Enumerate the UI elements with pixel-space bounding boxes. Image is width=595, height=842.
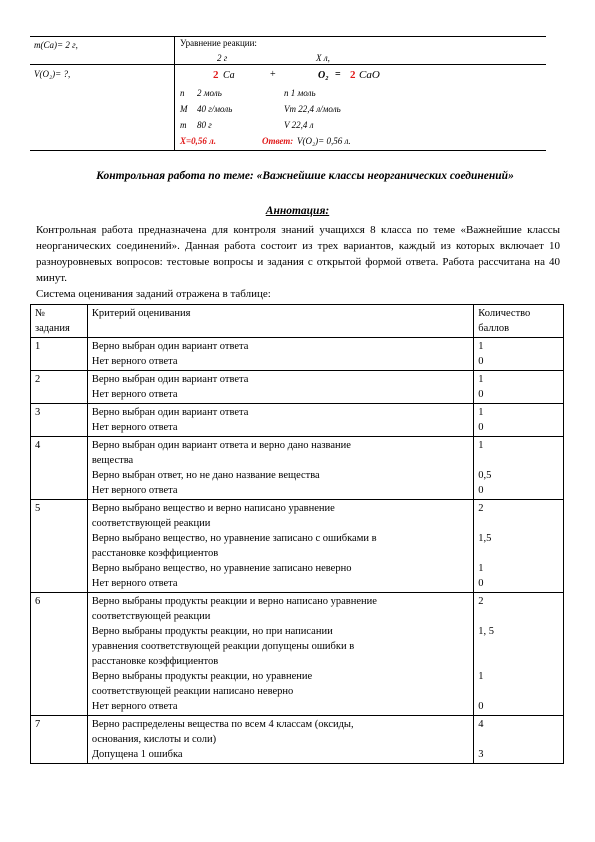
table-border bbox=[174, 36, 175, 150]
mass-ca: 80 г bbox=[197, 120, 212, 130]
page-title: Контрольная работа по теме: «Важнейшие классы неорганических соединений» bbox=[96, 170, 514, 182]
table-row bbox=[31, 371, 564, 404]
table-border bbox=[30, 150, 546, 151]
table-row bbox=[31, 437, 564, 500]
coef-ca: 2 bbox=[213, 69, 219, 81]
annotation-heading: Аннотация: bbox=[265, 205, 330, 217]
task-number: 1 bbox=[31, 338, 88, 371]
score-cell: 2 1,5 1 0 bbox=[474, 500, 564, 593]
task-number: 3 bbox=[31, 404, 88, 437]
x-above-o2: X л, bbox=[316, 53, 330, 63]
table-row bbox=[31, 716, 564, 764]
score-cell: 1 0,5 0 bbox=[474, 437, 564, 500]
x-result: X=0,56 л. bbox=[180, 136, 216, 146]
score-cell: 1 0 bbox=[474, 371, 564, 404]
table-lead-text: Система оценивания заданий отражена в таблице: bbox=[36, 288, 271, 300]
score-cell: 2 1, 5 1 0 bbox=[474, 593, 564, 716]
cao-formula: CaO bbox=[359, 69, 380, 81]
answer-label: Ответ: bbox=[262, 136, 294, 146]
score-cell: 1 0 bbox=[474, 338, 564, 371]
criteria-cell: Верно выбрано вещество и верно написано уравнение соответствующей реакции Верно выбрано вещество, но уравнение записано с ошибками в расстановке коэффициентов Верно выбрано вещество, но уравнение записано неверно Нет верного ответа bbox=[87, 500, 473, 593]
criteria-cell: Верно выбран один вариант ответа Нет верного ответа bbox=[87, 338, 473, 371]
n-ca: 2 моль bbox=[197, 88, 222, 98]
header-criterion: Критерий оценивания bbox=[87, 305, 473, 338]
equation-title: Уравнение реакции: bbox=[180, 38, 257, 48]
score-cell: 1 0 bbox=[474, 404, 564, 437]
ca-formula: Ca bbox=[223, 70, 235, 81]
criteria-cell: Верно выбран один вариант ответа и верно дано название вещества Верно выбран ответ, но не дано название вещества Нет верного ответа bbox=[87, 437, 473, 500]
table-row bbox=[31, 404, 564, 437]
o2-formula: O₂ bbox=[318, 70, 329, 81]
table-row bbox=[31, 500, 564, 593]
given-mass: m(Ca)= 2 г, bbox=[34, 40, 78, 50]
plus-sign: + bbox=[270, 69, 276, 80]
equals-sign: = bbox=[335, 69, 341, 80]
task-number: 6 bbox=[31, 593, 88, 716]
task-number: 4 bbox=[31, 437, 88, 500]
header-number: № задания bbox=[31, 305, 88, 338]
given-volume: V(O₂)= ?, bbox=[34, 69, 71, 79]
mass-above-ca: 2 г bbox=[217, 53, 228, 63]
n-label: n bbox=[180, 88, 185, 98]
table-row bbox=[31, 338, 564, 371]
task-number: 7 bbox=[31, 716, 88, 764]
header-score: Количество баллов bbox=[474, 305, 564, 338]
molar-mass-label: M bbox=[180, 104, 188, 114]
annotation-paragraph: Контрольная работа предназначена для контроля знаний учащихся 8 класса по теме «Важнейшие классы неорганических соединений». Данная работа состоит из трех вариантов, каждый из которых включает 10 разноуровневых вопросов: тестовые вопросы и задания с открытой формой ответа. Работа рассчитана на 40 минут. bbox=[36, 224, 560, 284]
criteria-cell: Верно распределены вещества по всем 4 классам (оксиды, основания, кислоты и соли) Допущена 1 ошибка bbox=[87, 716, 473, 764]
molar-mass-ca: 40 г/моль bbox=[197, 104, 233, 114]
coef-cao: 2 bbox=[350, 69, 356, 81]
table-border bbox=[30, 36, 546, 37]
criteria-cell: Верно выбран один вариант ответа Нет верного ответа bbox=[87, 404, 473, 437]
task-number: 2 bbox=[31, 371, 88, 404]
criteria-cell: Верно выбраны продукты реакции и верно написано уравнение соответствующей реакции Верно выбраны продукты реакции, но при написании уравнения соответствующей реакции допущены ошибки в расстановке коэффициентов Верно выбраны продукты реакции, но уравнение соответствующей реакции написано неверно Нет верного ответа bbox=[87, 593, 473, 716]
table-row bbox=[31, 593, 564, 716]
table-border bbox=[30, 64, 546, 65]
volume-o2: V 22,4 л bbox=[284, 120, 314, 130]
n-o2: n 1 моль bbox=[284, 88, 316, 98]
score-cell: 4 3 bbox=[474, 716, 564, 764]
grading-table bbox=[30, 304, 564, 764]
task-number: 5 bbox=[31, 500, 88, 593]
criteria-cell: Верно выбран один вариант ответа Нет верного ответа bbox=[87, 371, 473, 404]
mass-label: m bbox=[180, 120, 187, 130]
table-header-row bbox=[31, 305, 564, 338]
answer-text: V(O₂)= 0,56 л. bbox=[297, 136, 351, 146]
molar-volume-o2: Vm 22,4 л/моль bbox=[284, 104, 341, 114]
